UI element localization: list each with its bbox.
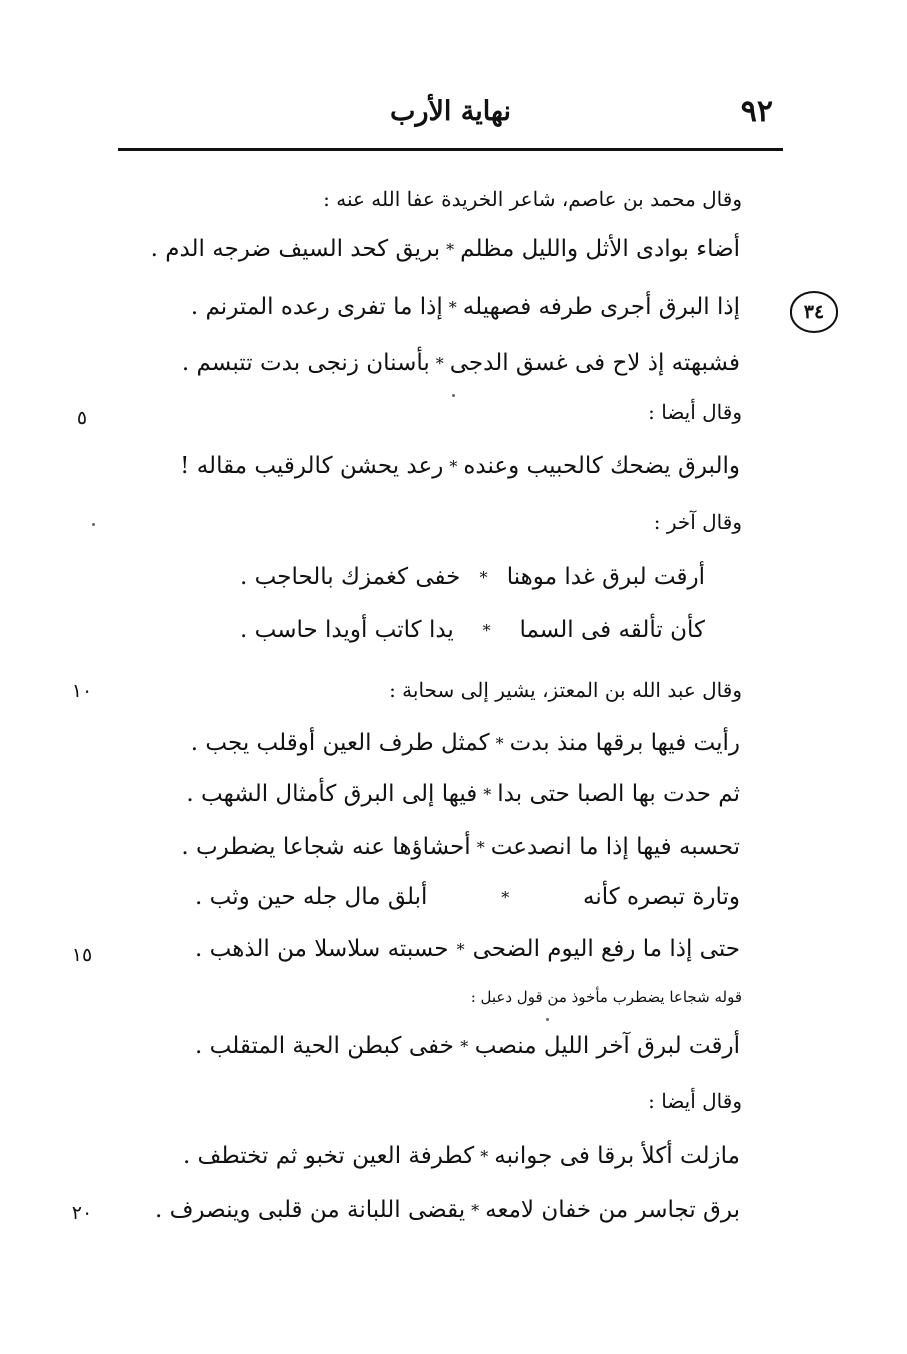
- section-intro: وقال أيضا :: [648, 1089, 742, 1113]
- verse-line: [195, 1026, 740, 1066]
- verse-separator: *: [449, 456, 458, 476]
- verse-second-hemistich: أحشاؤها عنه شجاعا يضطرب .: [181, 834, 471, 860]
- verse-separator: *: [446, 239, 455, 259]
- verse-second-hemistich: فيها إلى البرق كأمثال الشهب .: [186, 781, 478, 807]
- verse-second-hemistich: خفى كغمزك بالحاجب .: [240, 564, 461, 590]
- verse-second-hemistich: يقضى اللبانة من قلبى وينصرف .: [154, 1197, 466, 1223]
- verse-separator: *: [435, 353, 444, 373]
- verse-separator: *: [471, 1200, 480, 1220]
- verse-first-hemistich: إذا البرق أجرى طرفه فصهيله: [462, 294, 740, 320]
- verse-separator: *: [480, 1146, 489, 1166]
- line-number-10: ١٠: [71, 680, 93, 702]
- verse-first-hemistich: والبرق يضحك كالحبيب وعنده: [463, 453, 740, 479]
- section-intro: وقال آخر :: [653, 510, 742, 534]
- verse-line: [150, 229, 740, 269]
- verse-line: [186, 774, 740, 814]
- verse-line: [181, 343, 740, 383]
- verse-separator: *: [460, 1036, 469, 1056]
- line-number-15: ١٥: [71, 944, 93, 966]
- verse-first-hemistich: أرقت لبرق غدا موهنا: [506, 564, 705, 590]
- verse-first-hemistich: برق تجاسر من خفان لامعه: [485, 1197, 740, 1223]
- verse-separator: *: [482, 620, 491, 640]
- verse-first-hemistich: أضاء بوادى الأثل والليل مظلم: [460, 236, 740, 262]
- verse-second-hemistich: كمثل طرف العين أوقلب يجب .: [190, 730, 490, 756]
- page-number: ٩٢: [740, 94, 773, 129]
- verse-line: [190, 287, 740, 327]
- verse-first-hemistich: فشبهته إذ لاح فى غسق الدجى: [449, 350, 740, 376]
- section-intro: وقال محمد بن عاصم، شاعر الخريدة عفا الله عنه :: [323, 187, 742, 211]
- verse-second-hemistich: رعد يحشن كالرقيب مقاله !: [180, 453, 444, 479]
- verse-separator: *: [495, 733, 504, 753]
- verse-second-hemistich: أبلق مال جله حين وثب .: [195, 884, 428, 910]
- verse-first-hemistich: مازلت أكلأ برقا فى جوانبه: [494, 1143, 740, 1169]
- verse-line: [190, 723, 740, 763]
- verse-line: [240, 610, 705, 650]
- section-intro: وقال عبد الله بن المعتز، يشير إلى سحابة :: [389, 678, 742, 702]
- verse-second-hemistich: كطرفة العين تخبو ثم تختطف .: [182, 1143, 475, 1169]
- page-header: [118, 92, 783, 148]
- verse-first-hemistich: ثم حدت بها الصبا حتى بدا: [497, 781, 740, 807]
- header-rule: [118, 148, 783, 151]
- section-intro: وقال أيضا :: [648, 400, 742, 424]
- verse-second-hemistich: بأسنان زنجى بدت تتبسم .: [181, 350, 430, 376]
- margin-section-marker: ٣٤: [790, 291, 838, 333]
- verse-second-hemistich: حسبته سلاسلا من الذهب .: [195, 936, 449, 962]
- verse-line: [195, 929, 740, 969]
- verse-line: [182, 1136, 740, 1176]
- paper-speck: [546, 1018, 549, 1021]
- line-number-20: ٢٠: [71, 1202, 93, 1224]
- paper-speck: [92, 523, 95, 526]
- running-title: نهاية الأرب: [390, 96, 511, 127]
- verse-separator: *: [476, 837, 485, 857]
- verse-line: [181, 827, 740, 867]
- verse-line: [240, 557, 705, 597]
- verse-first-hemistich: رأيت فيها برقها منذ بدت: [509, 730, 740, 756]
- verse-second-hemistich: خفى كبطن الحية المتقلب .: [195, 1033, 454, 1059]
- verse-first-hemistich: حتى إذا ما رفع اليوم الضحى: [472, 936, 740, 962]
- verse-first-hemistich: وتارة تبصره كأنه: [582, 884, 740, 910]
- line-number-5: ٥: [76, 407, 88, 429]
- verse-second-hemistich: يدا كاتب أويدا حاسب .: [240, 617, 454, 643]
- verse-separator: *: [483, 784, 492, 804]
- paper-speck: [452, 394, 455, 397]
- verse-second-hemistich: بريق كحد السيف ضرجه الدم .: [150, 236, 441, 262]
- verse-first-hemistich: كأن تألقه فى السما: [519, 617, 705, 643]
- verse-line: [154, 1190, 740, 1230]
- verse-separator: *: [448, 297, 457, 317]
- verse-first-hemistich: تحسبه فيها إذا ما انصدعت: [490, 834, 740, 860]
- verse-line: [195, 877, 740, 917]
- verse-separator: *: [479, 567, 488, 587]
- footnote-comment: قوله شجاعا يضطرب مأخوذ من قول دعبل :: [470, 988, 742, 1006]
- verse-separator: *: [501, 887, 510, 907]
- verse-first-hemistich: أرقت لبرق آخر الليل منصب: [474, 1033, 740, 1059]
- verse-separator: *: [456, 939, 465, 959]
- verse-second-hemistich: إذا ما تفرى رعده المترنم .: [190, 294, 443, 320]
- verse-line: [180, 446, 740, 486]
